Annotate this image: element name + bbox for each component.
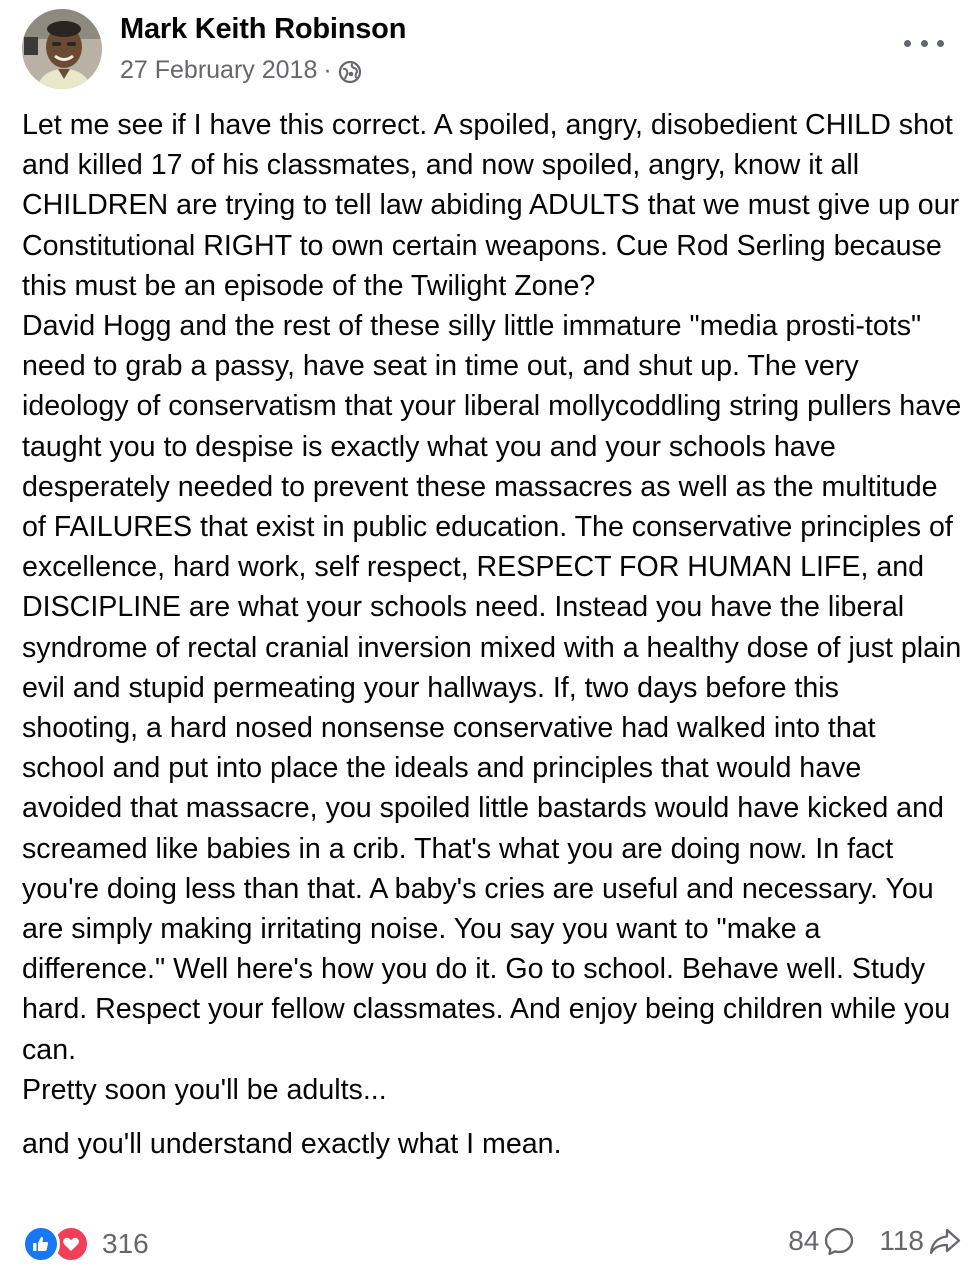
post-meta [120,56,362,85]
meta-separator: · [323,56,332,84]
share-count: 118 [879,1225,924,1256]
more-dot [937,40,944,47]
reactions-summary[interactable] [22,1225,149,1263]
post-paragraph-4: and you'll understand exactly what I mean. [22,1128,562,1161]
post-date[interactable]: 27 February 2018 [120,56,318,84]
more-options-icon[interactable] [904,33,944,53]
comment-icon [823,1226,855,1256]
post-paragraph-3: Pretty soon you'll be adults... [22,1073,387,1106]
post-header [22,9,962,89]
globe-icon[interactable] [338,60,362,84]
more-dot [921,40,928,47]
post-paragraph-2: David Hogg and the rest of these silly little immature "media prosti-tots" need to grab a passy, have seat in time out, and shut up. The very ideology of conservatism that your liberal mollycoddling string pullers have taught you to despise is exactly what you and your schools have desperately needed to prevent these massacres as well as the multitude of FAILURES that exist in public education. The conservative principles of excellence, hard work, self respect, RESPECT FOR HUMAN LIFE, and DISCIPLINE are what your schools need. Instead you have the liberal syndrome of rectal cranial inversion mixed with a healthy dose of just plain evil and stupid permeating your hallways. If, two days before this shooting, a hard nosed nonsense conservative had walked into that school and put into place the ideals and principles that would have avoided that massacre, you spoiled little bastards would have kicked and screamed like babies in a crib. That's what you are doing now. In fact you're doing less than that. A baby's cries are useful and necessary. You are simply making irritating noise. You say you want to "make a difference." Well here's how you do it. Go to school. Behave well. Study hard. Respect your fellow classmates. And enjoy being children while you can. [22,310,962,1066]
reaction-count: 316 [102,1228,149,1259]
post-body [22,105,962,1164]
author-name[interactable]: Mark Keith Robinson [120,13,407,45]
engagement-stats [788,1225,962,1257]
share-icon [928,1226,962,1256]
post-paragraph-1: Let me see if I have this correct. A spoiled, angry, disobedient CHILD shot and killed 17 of his classmates, and now spoiled, angry, know it all CHILDREN are trying to tell law abiding ADULTS that we must give up our Constitutional RIGHT to own certain weapons. Cue Rod Serling because this must be an episode of the Twilight Zone? [22,109,960,302]
author-avatar[interactable] [22,9,102,89]
shares-stat[interactable] [879,1225,962,1257]
more-dot [904,40,911,47]
like-reaction-icon [22,1225,60,1263]
comment-count: 84 [788,1225,820,1256]
comments-stat[interactable] [788,1225,855,1257]
avatar-photo [22,9,102,89]
post-footer [22,1222,962,1270]
